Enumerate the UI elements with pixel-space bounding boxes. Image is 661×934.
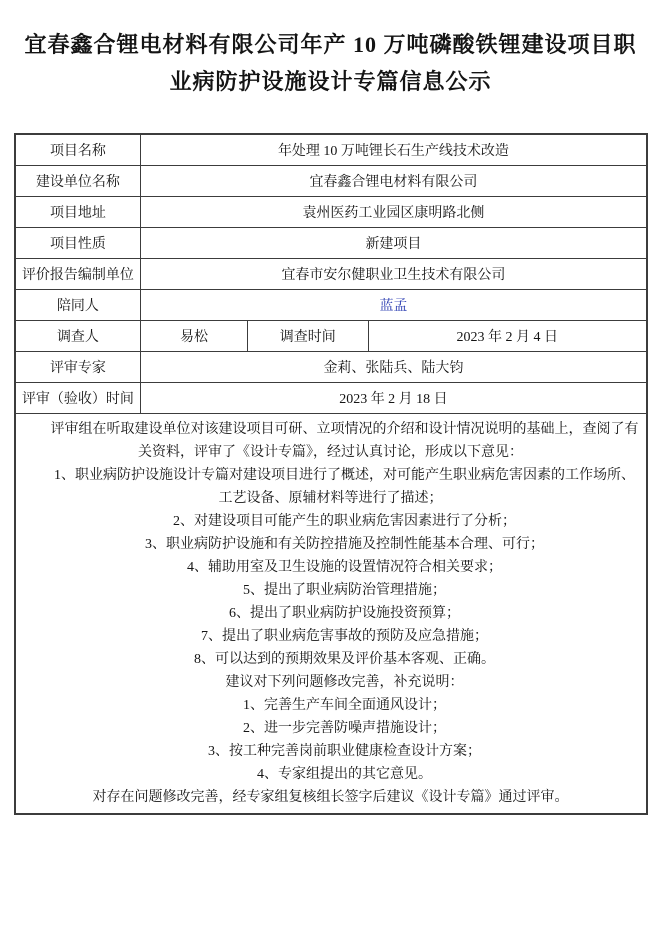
table-row xyxy=(15,414,647,815)
opinion-item: 3、职业病防护设施和有关防控措施及控制性能基本合理、可行； xyxy=(145,537,544,552)
row-value: 宜春市安尔健职业卫生技术有限公司 xyxy=(141,259,647,290)
row-value: 2023 年 2 月 4 日 xyxy=(368,321,646,352)
row-label: 项目地址 xyxy=(15,197,141,228)
table-row xyxy=(15,321,647,352)
table-row xyxy=(15,228,647,259)
row-value: 2023 年 2 月 18 日 xyxy=(141,383,647,414)
opinion-item: 7、提出了职业病危害事故的预防及应急措施； xyxy=(201,629,488,644)
table-row xyxy=(15,166,647,197)
row-value-accompany-name: 蓝孟 xyxy=(141,290,647,321)
table-row xyxy=(15,290,647,321)
opinion-item: 1、职业病防护设施设计专篇对建设项目进行了概述，对可能产生职业病危害因素的工作场所、工艺设备、原辅材料等进行了描述； xyxy=(54,468,635,506)
closing-note: 对存在问题修改完善，经专家组复核组长签字后建议《设计专篇》通过评审。 xyxy=(92,790,569,805)
opinion-intro: 评审组在听取建设单位对该建设项目可研、立项情况的介绍和设计情况说明的基础上，查阅了有关资料，评审了《设计专篇》，经过认真讨论，形成以下意见： xyxy=(50,422,639,460)
row-label: 评价报告编制单位 xyxy=(15,259,141,290)
row-label: 评审专家 xyxy=(15,352,141,383)
opinion-item: 6、提出了职业病防护设施投资预算； xyxy=(229,606,460,621)
row-label: 陪同人 xyxy=(15,290,141,321)
row-value: 新建项目 xyxy=(141,228,647,259)
row-label: 调查人 xyxy=(15,321,141,352)
suggestion-item: 1、完善生产车间全面通风设计； xyxy=(243,698,446,713)
row-label: 项目名称 xyxy=(15,134,141,166)
row-value: 易松 xyxy=(141,321,247,352)
opinion-item: 5、提出了职业病防治管理措施； xyxy=(243,583,446,598)
suggestion-intro: 建议对下列问题修改完善，补充说明： xyxy=(225,675,464,690)
row-label: 调查时间 xyxy=(247,321,368,352)
row-value: 宜春鑫合锂电材料有限公司 xyxy=(141,166,647,197)
opinion-cell xyxy=(15,414,647,815)
table-row xyxy=(15,197,647,228)
table-row xyxy=(15,134,647,166)
row-label: 建设单位名称 xyxy=(15,166,141,197)
row-value: 金莉、张陆兵、陆大钧 xyxy=(141,352,647,383)
row-label: 项目性质 xyxy=(15,228,141,259)
opinion-item: 8、可以达到的预期效果及评价基本客观、正确。 xyxy=(194,652,495,667)
suggestion-item: 4、专家组提出的其它意见。 xyxy=(257,767,432,782)
row-label: 评审（验收）时间 xyxy=(15,383,141,414)
table-row xyxy=(15,259,647,290)
table-row xyxy=(15,383,647,414)
suggestion-item: 3、按工种完善岗前职业健康检查设计方案； xyxy=(208,744,481,759)
row-value: 年处理 10 万吨锂长石生产线技术改造 xyxy=(141,134,647,166)
suggestion-item: 2、进一步完善防噪声措施设计； xyxy=(243,721,446,736)
opinion-item: 2、对建设项目可能产生的职业病危害因素进行了分析； xyxy=(173,514,516,529)
page-title: 宜春鑫合锂电材料有限公司年产 10 万吨磷酸铁锂建设项目职业病防护设施设计专篇信息公示 xyxy=(24,32,637,94)
table-row xyxy=(15,352,647,383)
info-table xyxy=(14,133,648,815)
row-value: 袁州医药工业园区康明路北侧 xyxy=(141,197,647,228)
opinion-item: 4、辅助用室及卫生设施的设置情况符合相关要求； xyxy=(187,560,502,575)
